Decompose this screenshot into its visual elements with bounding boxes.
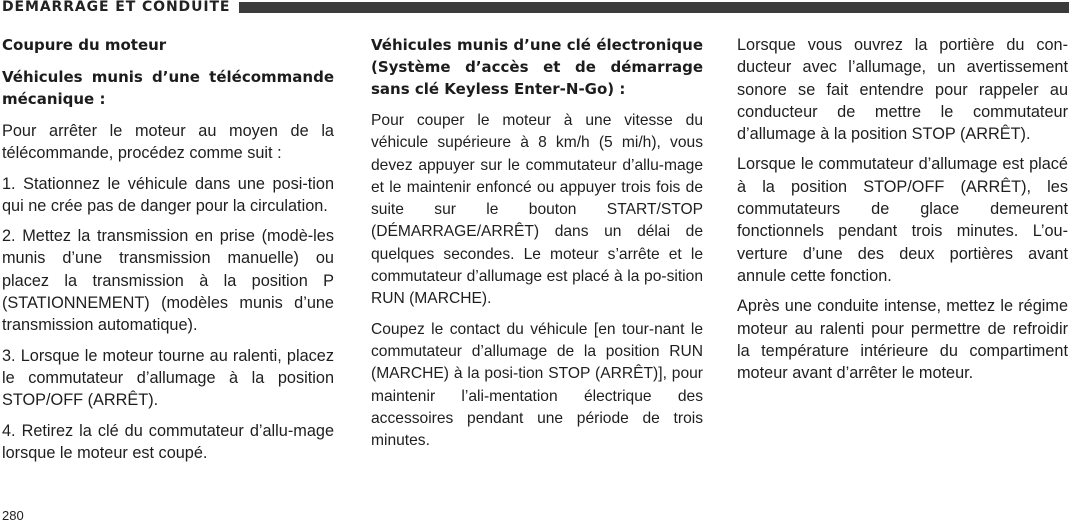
paragraph-door-warning: Lorsque vous ouvrez la portière du con-ducteur avec l’allumage, un avertissement sonore se fait entendre pour rappeler au conducteur de mettre le commutateur d’allumage à la position STOP (ARRÊT). xyxy=(737,36,1068,144)
step-3: 3. Lorsque le moteur tourne au ralenti, placez le commutateur d’allumage à la position STOP/OFF (ARRÊT). xyxy=(2,346,334,410)
step-1: 1. Stationnez le véhicule dans une posi-tion qui ne crée pas de danger pour la circulation. xyxy=(2,174,334,215)
column-left xyxy=(2,34,334,472)
paragraph-window-switches: Lorsque le commutateur d’allumage est placé à la position STOP/OFF (ARRÊT), les commutateurs de glace demeurent fonctionnels pendant trois minutes. L’ou-verture d’une des deux portières avant annule cette fonction. xyxy=(737,155,1068,285)
section-title: DÉMARRAGE ET CONDUITE xyxy=(2,0,231,15)
paragraph-shutdown-speed: Pour couper le moteur à une vitesse du véhicule supérieure à 8 km/h (5 mi/h), vous devez appuyer sur le commutateur d’allu-mage et le maintenir enfoncé ou appuyer trois fois de suite sur le bouton START/STOP (DÉMARRAGE/ARRÊT) dans un délai de quelques secondes. Le moteur s’arrête et le commutateur d’allumage est placé à la po-sition RUN (MARCHE). xyxy=(371,112,703,308)
header-rule xyxy=(239,2,1069,13)
heading-engine-shutdown: Coupure du moteur xyxy=(2,36,167,54)
paragraph-accessory-power: Coupez le contact du véhicule [en tour-nant le commutateur d’allumage de la position RUN (MARCHE) à la posi-tion STOP (ARRÊT)], pour maintenir l’ali-mentation électrique des accessoires pendant une période de trois minutes. xyxy=(371,320,703,450)
page-header xyxy=(0,0,1069,22)
step-4: 4. Retirez la clé du commutateur d’allu-mage lorsque le moteur est coupé. xyxy=(2,421,334,462)
column-middle xyxy=(371,34,703,460)
heading-electronic-key: Véhicules munis d’une clé électronique (Système d’accès et de démarrage sans clé Keyless Enter-N-Go) : xyxy=(371,36,703,98)
paragraph-intro: Pour arrêter le moteur au moyen de la télécommande, procédez comme suit : xyxy=(2,122,334,163)
page-number: 280 xyxy=(2,508,24,523)
paragraph-idle-cooling: Après une conduite intense, mettez le régime moteur au ralenti pour permettre de refroidir la température intérieure du compartiment moteur avant d’arrêter le moteur. xyxy=(737,297,1068,383)
step-2: 2. Mettez la transmission en prise (modè-les munis d’une transmission manuelle) ou placez la transmission à la position P (STATIONNEMENT) (modèles munis d’une transmission automatique). xyxy=(2,227,334,335)
heading-mechanical-remote: Véhicules munis d’une télécommande mécanique : xyxy=(2,68,334,108)
column-right xyxy=(737,34,1068,392)
